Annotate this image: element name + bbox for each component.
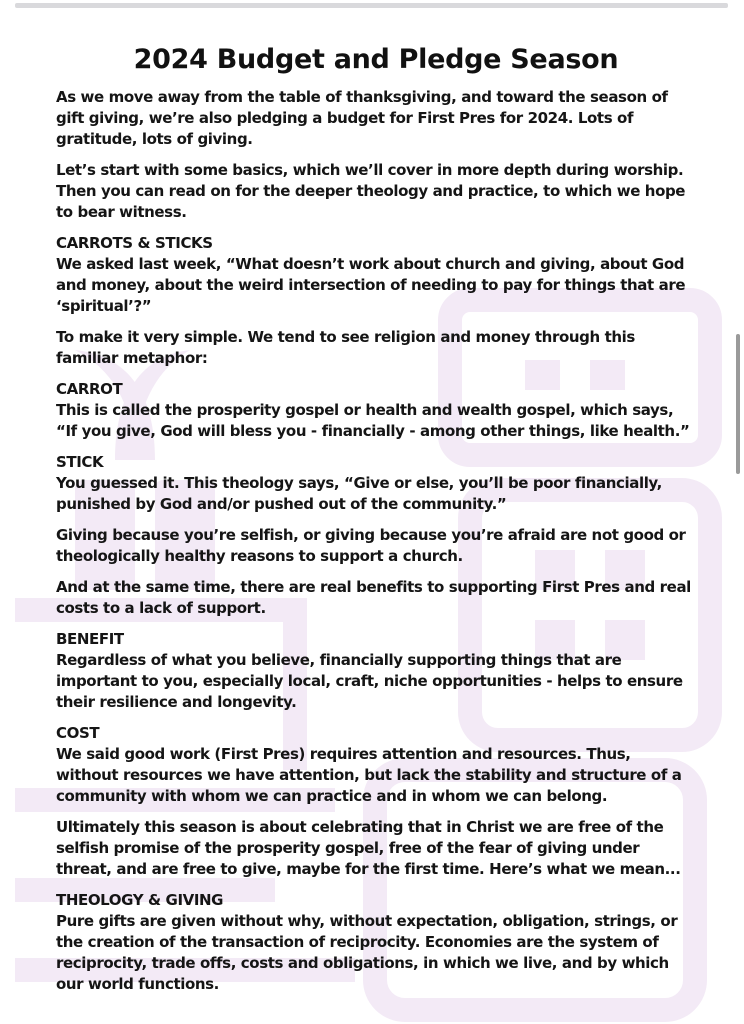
- scrollbar-thumb[interactable]: [736, 334, 740, 474]
- theology-paragraph: Pure gifts are given without why, without expectation, obligation, strings, or the creation of the transaction of reciprocity. Economies are the system of reciprocity, trade offs, costs and obligations, in which we live, and by which our world functions.: [56, 912, 678, 993]
- giving-reasons-paragraph: Giving because you’re selfish, or giving because you’re afraid are not good or theologically healthy reasons to support a church.: [56, 526, 686, 565]
- article-content: [56, 44, 696, 995]
- section-heading-theology: THEOLOGY & GIVING: [56, 891, 224, 909]
- stick-paragraph: You guessed it. This theology says, “Give or else, you’ll be poor financially, punished by God and/or pushed out of the community.”: [56, 474, 662, 513]
- section-heading-carrots-sticks: CARROTS & STICKS: [56, 234, 213, 252]
- page-title: 2024 Budget and Pledge Season: [133, 44, 619, 75]
- benefit-paragraph: Regardless of what you believe, financially supporting things that are important to you, especially local, craft, niche opportunities - helps to ensure their resilience and longevity.: [56, 651, 683, 711]
- intro-paragraph-2: Let’s start with some basics, which we’ll cover in more depth during worship. Then you can read on for the deeper theology and practice, to which we hope to bear witness.: [56, 161, 686, 221]
- section-heading-benefit: BENEFIT: [56, 630, 124, 648]
- section-heading-cost: COST: [56, 724, 100, 742]
- intro-paragraph-1: As we move away from the table of thanksgiving, and toward the season of gift giving, we’re also pledging a budget for First Pres for 2024. Lots of gratitude, lots of giving.: [56, 88, 668, 148]
- top-scroll-indicator: [15, 3, 728, 8]
- cost-paragraph: We said good work (First Pres) requires attention and resources. Thus, without resources we have attention, but lack the stability and structure of a community with whom we can practice and in whom we can belong.: [56, 745, 682, 805]
- section-heading-stick: STICK: [56, 453, 104, 471]
- section-heading-carrot: CARROT: [56, 380, 123, 398]
- document-page: [15, 10, 728, 1024]
- carrot-paragraph: This is called the prosperity gospel or health and wealth gospel, which says, “If you give, God will bless you - financially - among other things, like health.”: [56, 401, 690, 440]
- carrots-sticks-paragraph: We asked last week, “What doesn’t work about church and giving, about God and money, about the weird intersection of needing to pay for things that are ‘spiritual’?”: [56, 255, 686, 315]
- celebration-paragraph: Ultimately this season is about celebrating that in Christ we are free of the selfish promise of the prosperity gospel, free of the fear of giving under threat, and are free to give, maybe for the first time. Here’s what we mean...: [56, 818, 681, 878]
- benefits-costs-paragraph: And at the same time, there are real benefits to supporting First Pres and real costs to a lack of support.: [56, 578, 691, 617]
- metaphor-paragraph: To make it very simple. We tend to see religion and money through this familiar metaphor:: [56, 328, 635, 367]
